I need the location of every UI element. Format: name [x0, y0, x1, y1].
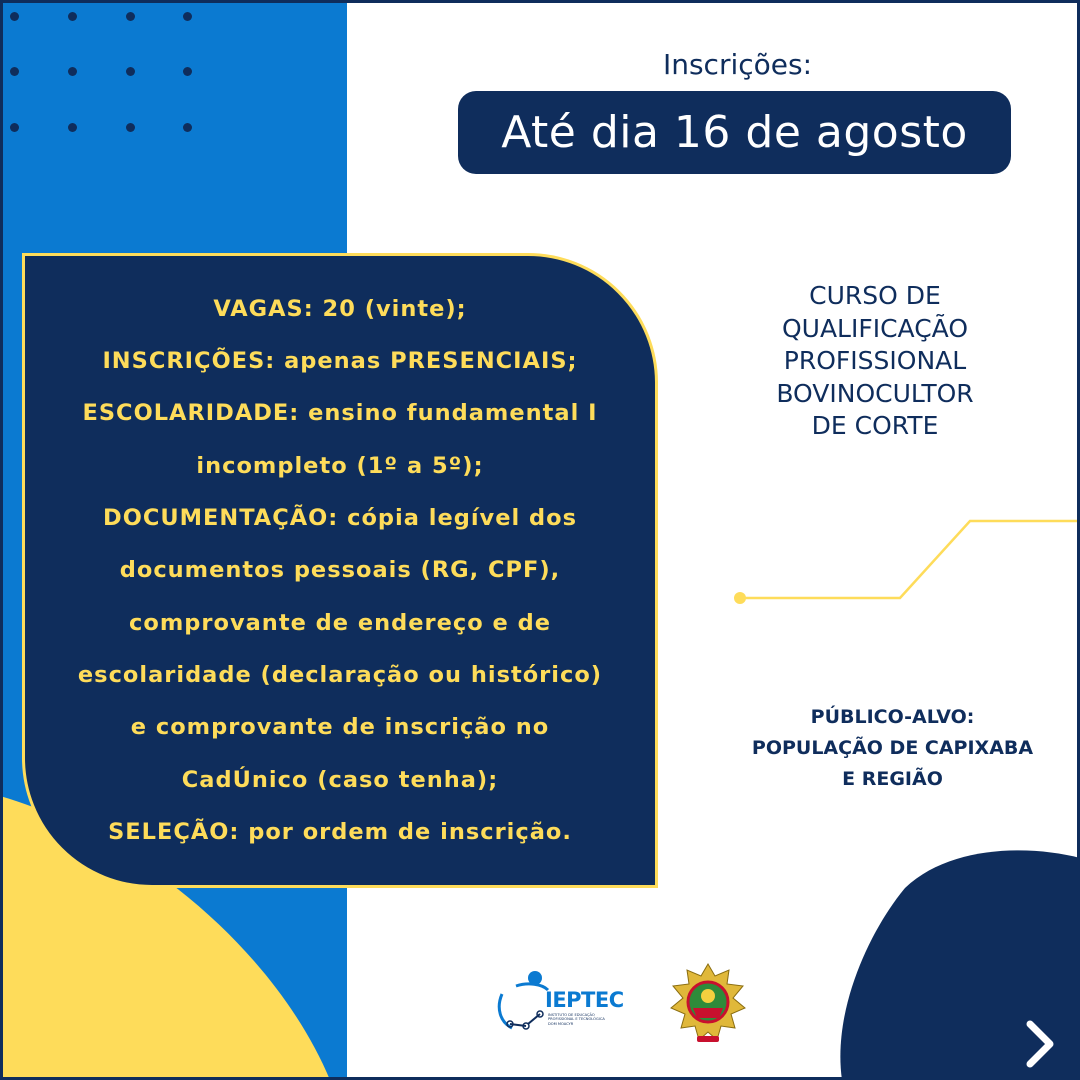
target-audience-line: E REGIÃO: [842, 768, 943, 790]
state-coat-of-arms-icon: [667, 962, 749, 1048]
ieptec-logo-name: IEPTEC: [545, 988, 624, 1012]
requirements-line: incompleto (1º a 5º);: [196, 452, 484, 479]
requirements-line: ESCOLARIDADE: ensino fundamental I: [82, 400, 598, 427]
course-title-line: BOVINOCULTOR: [776, 378, 974, 408]
deadline-badge: [458, 91, 1011, 174]
target-audience: [715, 702, 1070, 795]
target-audience-line: PÚBLICO-ALVO:: [810, 706, 975, 728]
target-audience-line: POPULAÇÃO DE CAPIXABA: [751, 737, 1034, 759]
course-title: [735, 280, 1015, 443]
requirements-line: documentos pessoais (RG, CPF),: [119, 557, 561, 584]
requirements-line: comprovante de endereço e de: [129, 609, 551, 636]
requirements-line: VAGAS: 20 (vinte);: [213, 295, 467, 322]
requirements-line: SELEÇÃO: por ordem de inscrição.: [108, 818, 572, 845]
requirements-line: e comprovante de inscrição no: [130, 714, 550, 741]
requirements-line: INSCRIÇÕES: apenas PRESENCIAIS;: [102, 348, 578, 375]
requirements-line: DOCUMENTAÇÃO: cópia legível dos: [103, 505, 577, 532]
chevron-right-icon[interactable]: [1012, 1016, 1068, 1072]
course-title-line: DE CORTE: [811, 411, 939, 440]
ieptec-logo-subtitle: INSTITUTO DE EDUCAÇÃO PROFISSIONAL E TECNOLÓGICA DOM MOACYR: [548, 1013, 605, 1026]
requirements-card: [22, 253, 658, 888]
course-title-line: PROFISSIONAL: [783, 346, 967, 375]
course-title-line: CURSO DE: [809, 281, 941, 310]
registration-label: Inscrições:: [662, 48, 813, 81]
deadline-text: Até dia 16 de agosto: [501, 107, 968, 158]
course-title-line: QUALIFICAÇÃO: [781, 313, 969, 343]
requirements-line: escolaridade (declaração ou histórico): [77, 661, 603, 688]
requirements-line: CadÚnico (caso tenha);: [181, 766, 499, 793]
